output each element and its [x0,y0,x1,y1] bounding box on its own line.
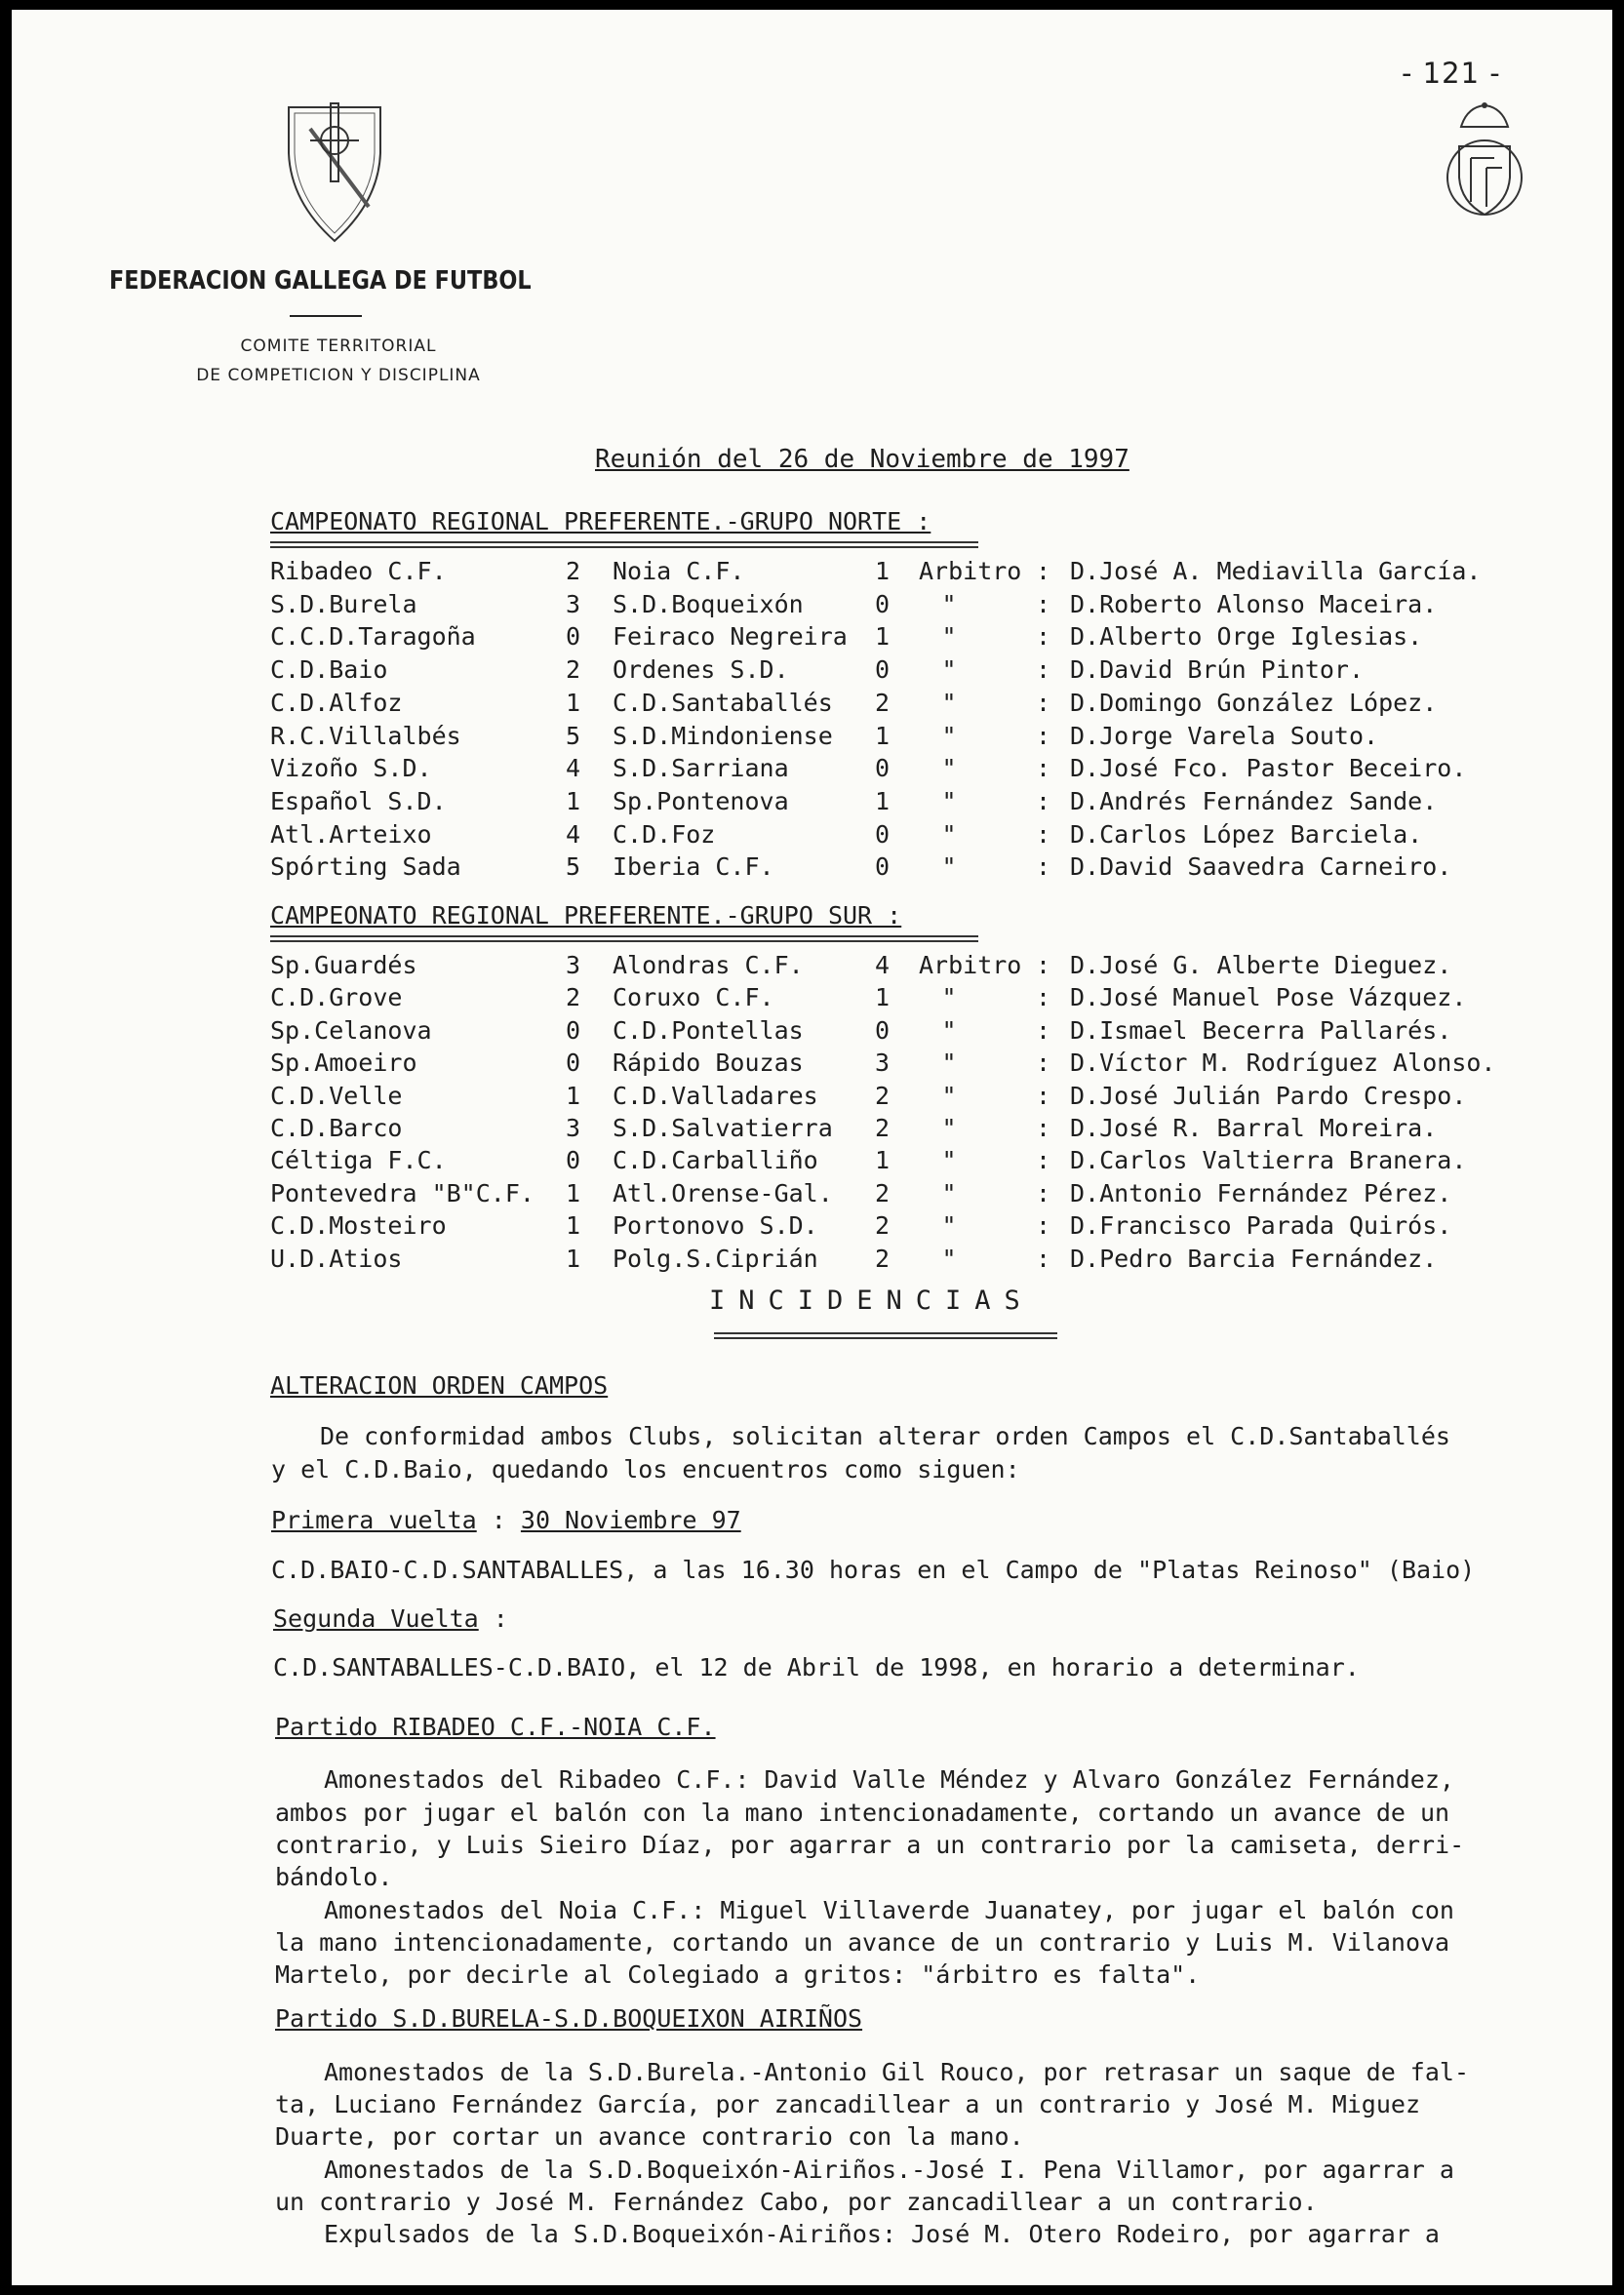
away-score: 1 [875,786,891,815]
away-score: 0 [875,1015,891,1045]
separator: : [491,1506,506,1534]
away-score: 0 [875,754,891,783]
referee-name: D.Víctor M. Rodríguez Alonso. [1070,1049,1496,1078]
primera-vuelta-date: 30 Noviembre 97 [520,1506,741,1534]
home-score: 1 [566,1211,581,1241]
text-line: Martelo, por decirle al Colegiado a gritos: "árbitro es falta". [275,1960,1201,1989]
home-score: 2 [566,655,581,685]
referee-name: D.Francisco Parada Quirós. [1070,1211,1452,1241]
home-score: 1 [566,1081,581,1110]
separator: : [1036,1114,1051,1142]
separator: : [1036,1211,1051,1241]
home-score: 2 [566,983,581,1012]
partido-ribadeo-heading: Partido RIBADEO C.F.-NOIA C.F. [275,1713,716,1741]
match-row [12,1016,1612,1049]
home-team: C.D.Grove [270,983,403,1012]
referee-name: D.Roberto Alonso Maceira. [1070,589,1438,618]
referee-label: " [941,754,957,783]
referee-name: D.Pedro Barcia Fernández. [1070,1244,1438,1273]
home-score: 1 [566,688,581,717]
home-score: 1 [566,1178,581,1207]
referee-label: " [941,852,957,882]
segunda-vuelta [273,1604,508,1633]
separator: : [1036,557,1051,585]
referee-label: " [941,1081,957,1110]
referee-name: D.José Julián Pardo Crespo. [1070,1081,1467,1110]
away-team: Atl.Orense-Gal. [613,1178,833,1207]
committee-line-2: DE COMPETICION Y DISCIPLINA [196,366,481,385]
away-score: 4 [875,951,891,979]
away-team: Sp.Pontenova [613,786,789,815]
home-score: 0 [566,622,581,652]
committee-line-1: COMITE TERRITORIAL [240,336,437,356]
away-team: C.D.Carballiño [613,1146,818,1175]
separator: : [1036,688,1051,717]
text-line: ambos por jugar el balón con la mano intencionadamente, cortando un avance de un [275,1799,1450,1827]
text-line: ta, Luciano Fernández García, por zancadillear a un contrario y José M. Miguez [275,2090,1420,2118]
away-team: Noia C.F. [613,557,745,585]
away-team: Feiraco Negreira [613,622,848,652]
away-team: C.D.Pontellas [613,1015,804,1045]
home-score: 3 [566,589,581,618]
separator: : [1036,852,1051,882]
match-row [12,557,1612,590]
away-score: 3 [875,1049,891,1078]
home-team: U.D.Atios [270,1244,403,1273]
text-line: un contrario y José M. Fernández Cabo, por zancadillear a un contrario. [275,2188,1318,2216]
away-team: Polg.S.Ciprián [613,1244,818,1273]
referee-label: " [941,819,957,849]
away-team: Portonovo S.D. [613,1211,818,1241]
separator: : [1036,983,1051,1012]
referee-label: " [941,688,957,717]
home-score: 0 [566,1015,581,1045]
home-team: Sp.Amoeiro [270,1049,417,1078]
home-team: C.D.Barco [270,1114,403,1142]
separator: : [1036,786,1051,815]
match-row [12,1179,1612,1212]
home-score: 1 [566,786,581,815]
referee-name: D.José Manuel Pose Vázquez. [1070,983,1467,1012]
match-row [12,983,1612,1016]
match-row [12,622,1612,655]
text-line: y el C.D.Baio, quedando los encuentros como siguen: [271,1455,1020,1484]
page-number: - 121 - [1402,57,1501,90]
text-line: Amonestados de la S.D.Burela.-Antonio Gil Rouco, por retrasar un saque de fal- [324,2058,1469,2086]
match-row [12,1146,1612,1179]
match-row [12,820,1612,853]
match-row [12,689,1612,722]
text-line: Amonestados del Ribadeo C.F.: David Valle Méndez y Alvaro González Fernández, [324,1765,1454,1794]
away-score: 1 [875,983,891,1012]
home-team: Céltiga F.C. [270,1146,447,1175]
home-team: Español S.D. [270,786,447,815]
home-team: S.D.Burela [270,589,417,618]
referee-name: D.Alberto Orge Iglesias. [1070,622,1423,652]
group-norte-title: CAMPEONATO REGIONAL PREFERENTE.-GRUPO NORTE : [270,507,931,535]
away-score: 1 [875,557,891,585]
referee-name: D.Domingo González López. [1070,688,1438,717]
primera-vuelta-text: C.D.BAIO-C.D.SANTABALLES, a las 16.30 horas en el Campo de "Platas Reinoso" (Baio) [271,1556,1476,1584]
away-score: 2 [875,1081,891,1110]
home-team: C.D.Alfoz [270,688,403,717]
away-score: 2 [875,1178,891,1207]
away-score: 0 [875,852,891,882]
referee-label: " [941,1244,957,1273]
home-team: Atl.Arteixo [270,819,432,849]
referee-name: D.Carlos López Barciela. [1070,819,1423,849]
match-row [12,852,1612,886]
referee-label: " [941,1178,957,1207]
match-row [12,722,1612,755]
text-line: la mano intencionadamente, cortando un avance de un contrario y Luis M. Vilanova [275,1928,1450,1957]
match-row [12,1114,1612,1147]
referee-label: " [941,721,957,750]
federation-shield-logo [281,99,388,246]
separator: : [1036,754,1051,783]
alteracion-heading: ALTERACION ORDEN CAMPOS [270,1371,609,1400]
referee-label: " [941,1015,957,1045]
home-team: Vizoño S.D. [270,754,432,783]
separator: : [1036,1146,1051,1175]
away-team: Coruxo C.F. [613,983,774,1012]
home-team: C.D.Baio [270,655,388,685]
double-rule [270,541,978,548]
home-score: 2 [566,557,581,585]
referee-name: D.Andrés Fernández Sande. [1070,786,1438,815]
match-row [12,1211,1612,1245]
document-page [12,10,1612,2285]
partido-burela-heading: Partido S.D.BURELA-S.D.BOQUEIXON AIRIÑOS [275,2004,863,2033]
away-score: 1 [875,622,891,652]
royal-crest-logo [1438,99,1531,231]
group-sur-title: CAMPEONATO REGIONAL PREFERENTE.-GRUPO SUR : [270,901,902,930]
referee-name: D.José A. Mediavilla García. [1070,557,1482,585]
referee-label: " [941,1211,957,1241]
home-score: 5 [566,721,581,750]
meeting-title: Reunión del 26 de Noviembre de 1997 [595,445,1129,474]
away-team: S.D.Salvatierra [613,1114,833,1142]
referee-label: Arbitro [919,557,1022,585]
referee-label: " [941,1049,957,1078]
match-row [12,787,1612,820]
home-score: 3 [566,951,581,979]
text-line: Amonestados del Noia C.F.: Miguel Villaverde Juanatey, por jugar el balón con [324,1896,1454,1924]
match-row [12,951,1612,984]
referee-name: D.José R. Barral Moreira. [1070,1114,1438,1142]
segunda-vuelta-label: Segunda Vuelta [273,1604,479,1633]
home-score: 0 [566,1049,581,1078]
home-team: Sp.Celanova [270,1015,432,1045]
text-line: contrario, y Luis Sieiro Díaz, por agarrar a un contrario por la camiseta, derri- [275,1831,1465,1859]
referee-name: D.Jorge Varela Souto. [1070,721,1379,750]
home-team: R.C.Villalbés [270,721,461,750]
referee-label: " [941,622,957,652]
home-team: C.C.D.Taragoña [270,622,476,652]
away-team: C.D.Foz [613,819,716,849]
away-score: 0 [875,819,891,849]
separator: : [1036,1178,1051,1207]
home-score: 3 [566,1114,581,1142]
primera-vuelta-label: Primera vuelta [271,1506,477,1534]
away-team: S.D.Sarriana [613,754,789,783]
referee-name: D.Ismael Becerra Pallarés. [1070,1015,1452,1045]
away-team: Alondras C.F. [613,951,804,979]
away-score: 0 [875,589,891,618]
home-score: 4 [566,754,581,783]
separator: : [1036,655,1051,685]
away-team: Iberia C.F. [613,852,774,882]
home-score: 4 [566,819,581,849]
away-team: C.D.Valladares [613,1081,818,1110]
away-team: C.D.Santaballés [613,688,833,717]
double-rule [714,1332,1057,1339]
separator: : [1036,1015,1051,1045]
home-team: C.D.Mosteiro [270,1211,447,1241]
match-row [12,655,1612,689]
referee-name: D.José Fco. Pastor Beceiro. [1070,754,1467,783]
away-score: 2 [875,688,891,717]
divider [290,315,362,317]
referee-label: " [941,655,957,685]
separator: : [1036,951,1051,979]
separator: : [1036,622,1051,652]
text-line: bándolo. [275,1863,393,1891]
referee-label: " [941,1114,957,1142]
away-score: 0 [875,655,891,685]
primera-vuelta [271,1506,741,1534]
text-line: De conformidad ambos Clubs, solicitan alterar orden Campos el C.D.Santaballés [320,1422,1450,1450]
home-score: 1 [566,1244,581,1273]
referee-label: " [941,983,957,1012]
incidencias-title: INCIDENCIAS [709,1286,1034,1316]
home-team: Sp.Guardés [270,951,417,979]
separator: : [1036,1244,1051,1273]
home-score: 5 [566,852,581,882]
away-team: S.D.Mindoniense [613,721,833,750]
text-line: Amonestados de la S.D.Boqueixón-Airiños.-José I. Pena Villamor, por agarrar a [324,2156,1454,2184]
away-score: 1 [875,721,891,750]
away-team: Ordenes S.D. [613,655,789,685]
match-row [12,1049,1612,1082]
match-row [12,1245,1612,1278]
away-score: 2 [875,1114,891,1142]
away-team: S.D.Boqueixón [613,589,804,618]
double-rule [270,935,978,942]
referee-name: D.David Saavedra Carneiro. [1070,852,1452,882]
text-line: Duarte, por cortar un avance contrario con la mano. [275,2122,1024,2151]
referee-label: " [941,1146,957,1175]
home-team: Ribadeo C.F. [270,557,447,585]
segunda-vuelta-text: C.D.SANTABALLES-C.D.BAIO, el 12 de Abril de 1998, en horario a determinar. [273,1653,1360,1682]
home-team: Spórting Sada [270,852,461,882]
committee-name [139,332,538,390]
match-row [12,590,1612,623]
referee-name: D.Antonio Fernández Pérez. [1070,1178,1452,1207]
away-score: 2 [875,1244,891,1273]
separator: : [1036,721,1051,750]
federation-name: FEDERACION GALLEGA DE FUTBOL [109,266,532,296]
referee-name: D.José G. Alberte Dieguez. [1070,951,1452,979]
separator: : [1036,1049,1051,1078]
away-score: 1 [875,1146,891,1175]
referee-name: D.Carlos Valtierra Branera. [1070,1146,1467,1175]
referee-label: Arbitro [919,951,1022,979]
away-team: Rápido Bouzas [613,1049,804,1078]
match-row [12,754,1612,787]
separator: : [493,1604,508,1633]
text-line: Expulsados de la S.D.Boqueixón-Airiños: José M. Otero Rodeiro, por agarrar a [324,2220,1440,2248]
match-row [12,1082,1612,1115]
referee-label: " [941,786,957,815]
home-team: C.D.Velle [270,1081,403,1110]
referee-label: " [941,589,957,618]
away-score: 2 [875,1211,891,1241]
home-team: Pontevedra "B"C.F. [270,1178,535,1207]
referee-name: D.David Brún Pintor. [1070,655,1365,685]
separator: : [1036,589,1051,618]
separator: : [1036,1081,1051,1110]
home-score: 0 [566,1146,581,1175]
separator: : [1036,819,1051,849]
